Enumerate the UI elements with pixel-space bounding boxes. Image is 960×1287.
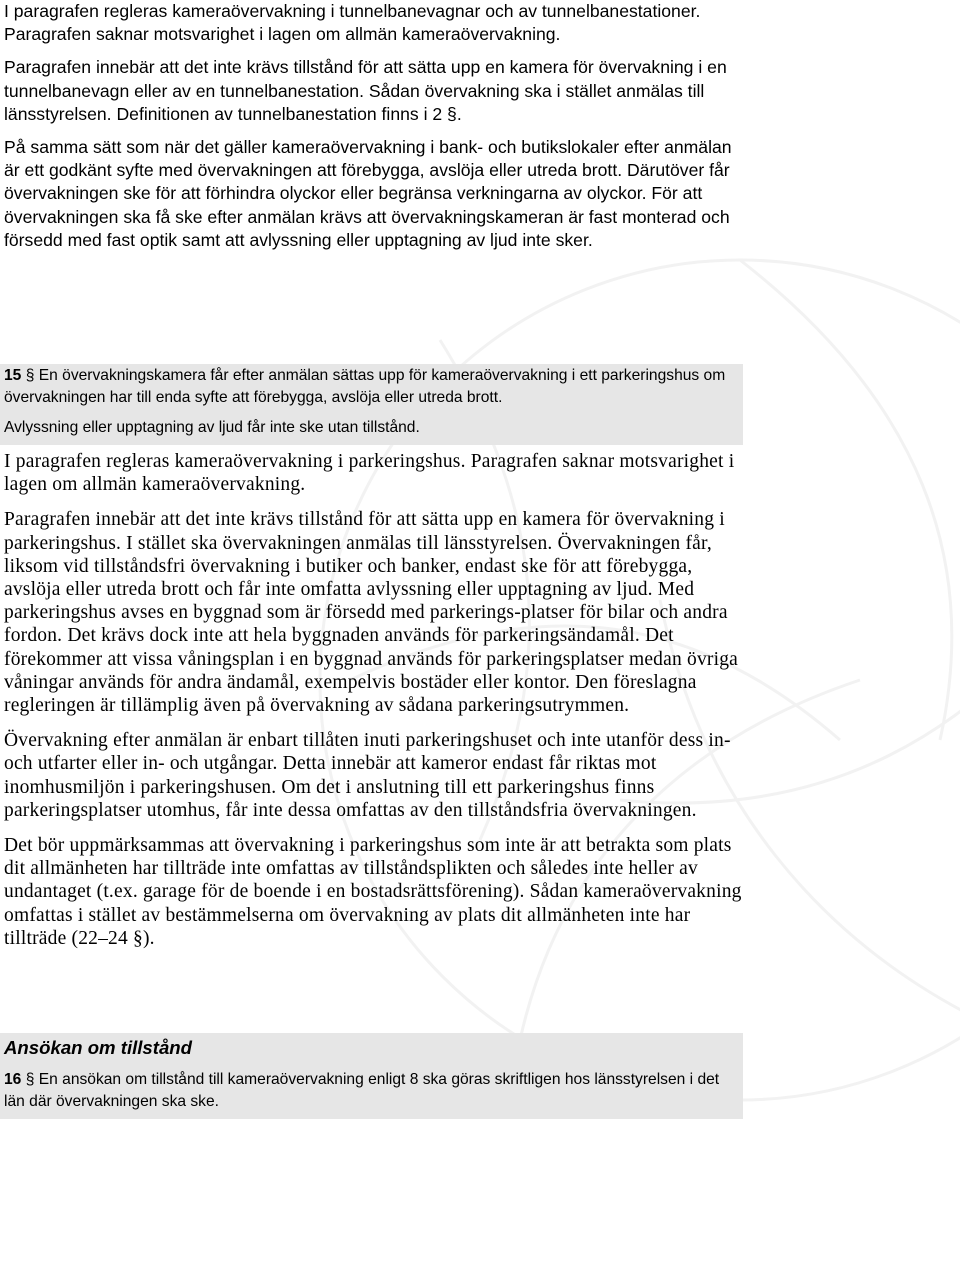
paragraph: Övervakning efter anmälan är enbart tillåten inuti parkeringshuset och inte utanför dess in- och utfarter eller in- och utgångar. Detta innebär att kameror endast får riktas mot inomhusmiljön i parkeringshusen. Om det i anslutning till ett parkeringshus finns parkeringsplatser utomhus, får inte dessa omfattas av den tillståndsfria övervakningen. (4, 730, 731, 821)
mid-section (4, 450, 744, 950)
section-number: 15 (4, 367, 22, 384)
section-sign: § (25, 367, 35, 384)
law-text: En övervakningskamera får efter anmälan sättas upp för kameraövervakning i ett parkeringshus om övervakningen har till enda syfte att förebygga, avslöja eller utreda brott. (4, 367, 726, 406)
paragraph: I paragrafen regleras kameraövervakning i tunnelbanevagnar och av tunnelbanestationer. Paragrafen saknar motsvarighet i lagen om allmän kameraövervakning. (4, 1, 701, 45)
section-number: 16 (4, 1071, 22, 1088)
paragraph: Paragrafen innebär att det inte krävs tillstånd för att sätta upp en kamera för övervakning i en tunnelbanevagn eller av en tunnelbanestation. Sådan övervakning ska i stället anmälas till länsstyrelsen. Definitionen av tunnelbanestation finns i 2 §. (4, 57, 727, 124)
law-text-second: Avlyssning eller upptagning av ljud får inte ske utan tillstånd. (4, 419, 420, 436)
law-section-15 (4, 365, 739, 409)
law-text: En ansökan om tillstånd till kameraövervakning enligt 8 ska göras skriftligen hos länsstyrelsen i det län där övervakningen ska ske. (4, 1071, 720, 1110)
paragraph: Det bör uppmärksammas att övervakning i parkeringshus som inte är att betrakta som plats dit allmänheten har tillträde inte omfattas av tillståndsplikten och således inte heller av undantaget (t.ex. garage för de boende i en bostadsrättsförening). Sådan kameraövervakning omfattas i stället av bestämmelserna om övervakning av plats dit allmänheten inte har tillträde (22–24 §). (4, 835, 742, 949)
paragraph: I paragrafen regleras kameraövervakning i parkeringshus. Paragrafen saknar motsvarighet i lagen om allmän kameraövervakning. (4, 451, 735, 496)
law-text-box-15 (0, 364, 743, 445)
paragraph: Paragrafen innebär att det inte krävs tillstånd för att sätta upp en kamera för övervakning i parkeringshus. I stället ska övervakningen anmälas till länsstyrelsen. Övervakningen får, liksom vid tillståndsfri övervakning i butiker och banker, endast ske för att förebygga, avslöja eller utreda brott och får inte omfatta avlyssning eller upptagning av ljud. Med parkeringshus avses en byggnad som är försedd med parkerings-platser för bilar och andra fordon. Det krävs dock inte att hela byggnaden används för parkeringsändamål. Det förekommer att vissa våningsplan i en byggnad används för parkeringsplatser medan övriga våningar används för andra ändamål, exempelvis bostäder eller kontor. Den föreslagna regleringen är tillämplig även på övervakning av sådana parkeringsutrymmen. (4, 509, 739, 717)
law-text-box-16 (0, 1033, 743, 1119)
section-sign: § (25, 1071, 35, 1088)
paragraph: På samma sätt som när det gäller kameraövervakning i bank- och butikslokaler efter anmälan är ett godkänt syfte med övervakningen att förebygga, avslöja eller utreda brott. Därutöver får övervakningen ske för att förhindra olyckor eller begränsa verkningarna av olyckor. För att övervakningen ska få ske efter anmälan krävs att övervakningskameran är fast monterad och försedd med fast optik samt att avlyssning eller upptagning av ljud inte sker. (4, 137, 732, 250)
top-section (4, 0, 744, 252)
law-section-16 (4, 1069, 739, 1113)
section-heading: Ansökan om tillstånd (4, 1037, 193, 1058)
